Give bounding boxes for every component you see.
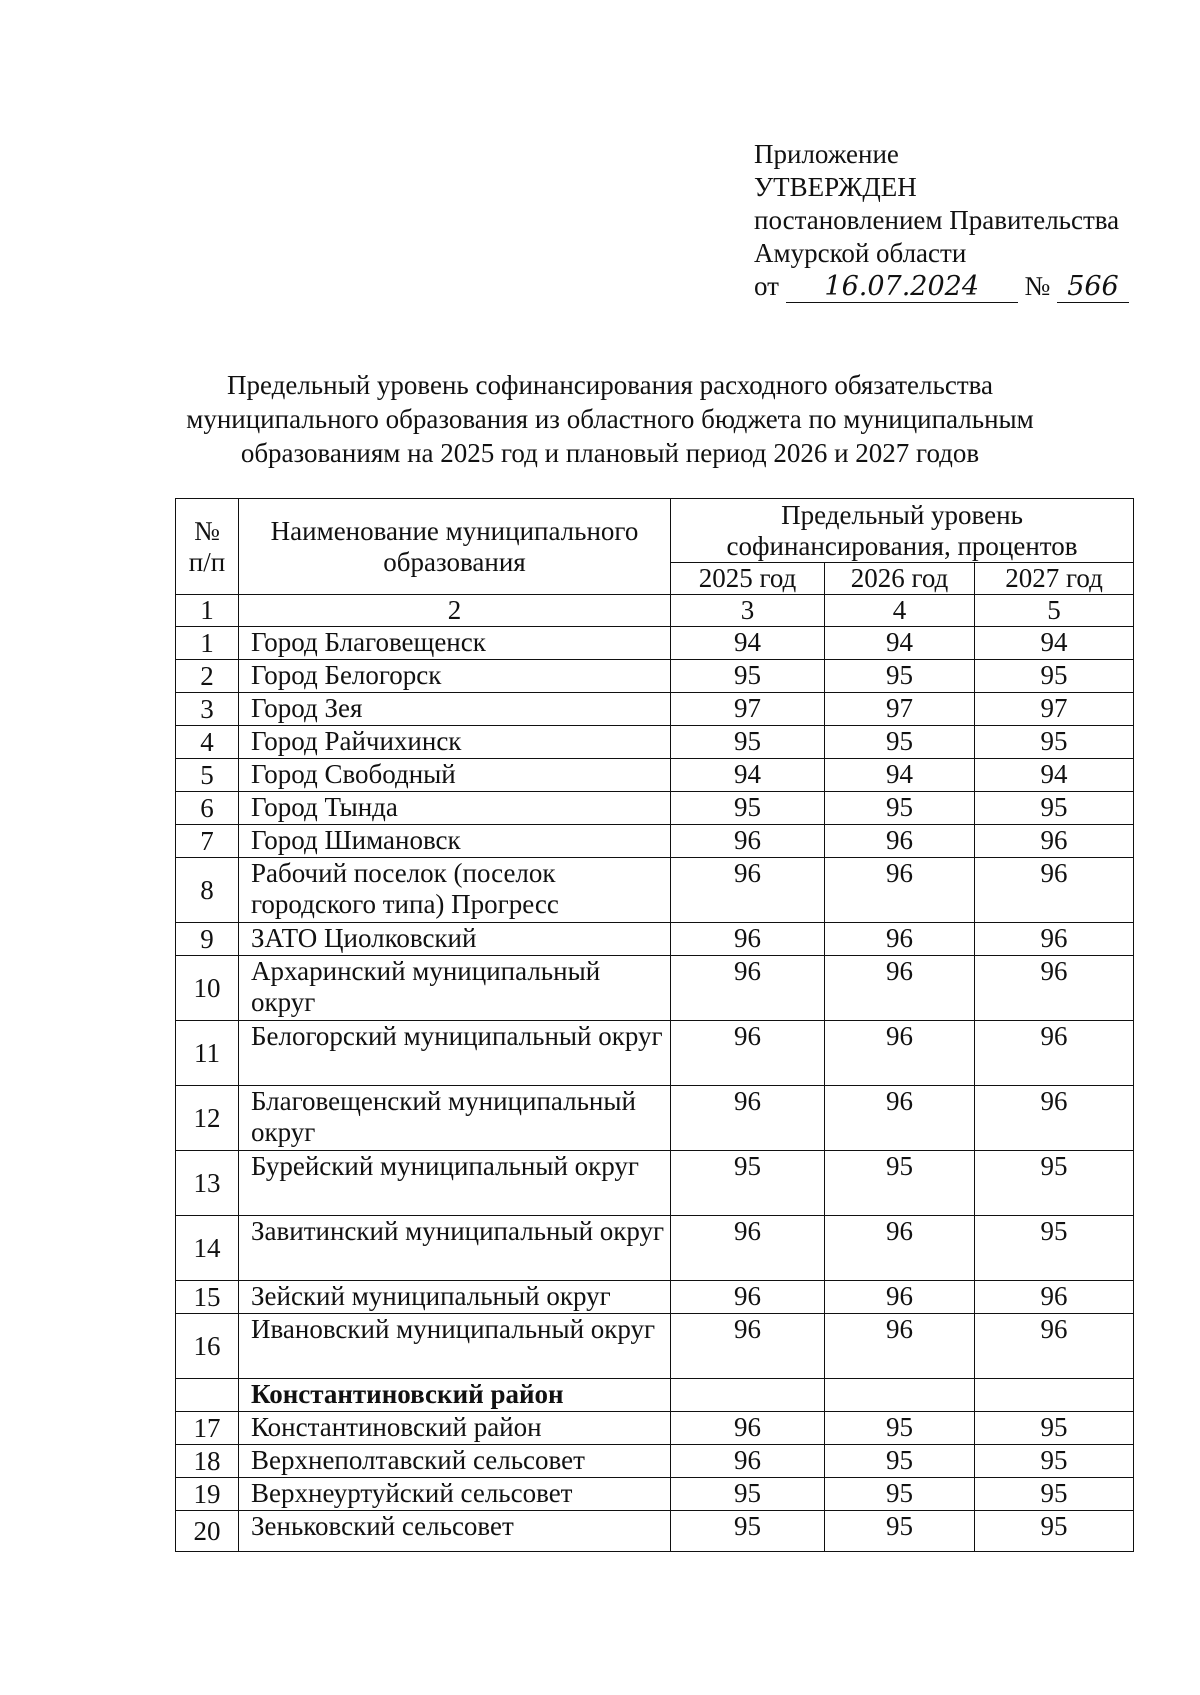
value-2027: 95	[975, 792, 1134, 825]
value-2025: 96	[671, 1314, 825, 1379]
value-2026: 96	[825, 1281, 975, 1314]
row-number: 5	[176, 759, 239, 792]
number-prefix: №	[1024, 271, 1051, 301]
value-2025: 96	[671, 1021, 825, 1086]
value-2025: 96	[671, 923, 825, 956]
value-2027: 96	[975, 956, 1134, 1021]
municipality-name: Город Зея	[239, 693, 671, 726]
row-number: 7	[176, 825, 239, 858]
table-row	[176, 858, 1134, 923]
row-number: 8	[176, 858, 239, 923]
table-row	[176, 1412, 1134, 1445]
row-number: 4	[176, 726, 239, 759]
column-number: 3	[671, 595, 825, 627]
value-2026: 95	[825, 726, 975, 759]
value-2026: 95	[825, 1412, 975, 1445]
value-2025: 96	[671, 1216, 825, 1281]
value-2025: 95	[671, 726, 825, 759]
municipality-name: Город Белогорск	[239, 660, 671, 693]
resolution-label: постановлением Правительства	[754, 205, 1120, 235]
municipality-name: Константиновский район	[239, 1379, 671, 1412]
value-2027: 95	[975, 1445, 1134, 1478]
value-2027: 95	[975, 1478, 1134, 1511]
value-2027: 95	[975, 1412, 1134, 1445]
row-number: 10	[176, 956, 239, 1021]
value-2026: 96	[825, 956, 975, 1021]
row-number: 3	[176, 693, 239, 726]
handwritten-number: 566	[1057, 272, 1129, 303]
column-number: 2	[239, 595, 671, 627]
municipality-name: Константиновский район	[239, 1412, 671, 1445]
appendix-label: Приложение	[754, 139, 899, 169]
value-2027: 95	[975, 1151, 1134, 1216]
row-number: 9	[176, 923, 239, 956]
value-2026: 95	[825, 1511, 975, 1552]
municipality-name: Город Свободный	[239, 759, 671, 792]
value-2025: 94	[671, 627, 825, 660]
value-2025: 96	[671, 1086, 825, 1151]
value-2027: 96	[975, 1086, 1134, 1151]
municipality-name: Бурейский муниципальный округ	[239, 1151, 671, 1216]
title-line-1: Предельный уровень софинансирования расходного обязательства	[226, 370, 993, 400]
title-line-2: муниципального образования из областного бюджета по муниципальным	[186, 404, 1034, 434]
value-2025: 95	[671, 1478, 825, 1511]
row-number	[176, 1379, 239, 1412]
table-row	[176, 792, 1134, 825]
value-2025: 96	[671, 1412, 825, 1445]
value-2026: 95	[825, 1445, 975, 1478]
value-2026: 96	[825, 923, 975, 956]
cofinancing-table	[175, 498, 1134, 1552]
column-number: 4	[825, 595, 975, 627]
value-2025: 96	[671, 858, 825, 923]
header-cofinancing-level: Предельный уровень софинансирования, процентов	[671, 499, 1134, 563]
value-2026: 96	[825, 825, 975, 858]
handwritten-date: 16.07.2024	[786, 272, 1018, 303]
row-number: 20	[176, 1511, 239, 1552]
value-2027: 96	[975, 1314, 1134, 1379]
municipality-name: Завитинский муниципальный округ	[239, 1216, 671, 1281]
document-title	[150, 368, 1070, 470]
value-2026: 94	[825, 759, 975, 792]
value-2025: 96	[671, 1281, 825, 1314]
municipality-name: Верхнеполтавский сельсовет	[239, 1445, 671, 1478]
value-2026: 95	[825, 792, 975, 825]
table-row	[176, 660, 1134, 693]
table-row	[176, 627, 1134, 660]
municipality-name: Город Райчихинск	[239, 726, 671, 759]
value-2026: 96	[825, 1314, 975, 1379]
table-row	[176, 1021, 1134, 1086]
row-number: 2	[176, 660, 239, 693]
table-row	[176, 825, 1134, 858]
value-2027: 95	[975, 726, 1134, 759]
value-2027: 97	[975, 693, 1134, 726]
column-number: 1	[176, 595, 239, 627]
table-row	[176, 956, 1134, 1021]
value-2025	[671, 1379, 825, 1412]
value-2027: 95	[975, 1511, 1134, 1552]
region-label: Амурской области	[754, 238, 967, 268]
row-number: 11	[176, 1021, 239, 1086]
table-row	[176, 1478, 1134, 1511]
header-year-2027: 2027 год	[975, 563, 1134, 595]
value-2025: 95	[671, 1511, 825, 1552]
municipality-name: Зейский муниципальный округ	[239, 1281, 671, 1314]
header-year-2025: 2025 год	[671, 563, 825, 595]
approved-label: УТВЕРЖДЕН	[754, 172, 917, 202]
municipality-name: Архаринский муниципальный округ	[239, 956, 671, 1021]
value-2026: 97	[825, 693, 975, 726]
value-2027	[975, 1379, 1134, 1412]
municipality-name: Зеньковский сельсовет	[239, 1511, 671, 1552]
municipality-name: Благовещенский муниципальный округ	[239, 1086, 671, 1151]
table-row	[176, 759, 1134, 792]
header-num: № п/п	[176, 499, 239, 595]
municipality-name: Город Тында	[239, 792, 671, 825]
header-name: Наименование муниципального образования	[239, 499, 671, 595]
value-2027: 94	[975, 627, 1134, 660]
value-2027: 96	[975, 923, 1134, 956]
table-row	[176, 1216, 1134, 1281]
column-number-row	[176, 595, 1134, 627]
municipality-name: Город Шимановск	[239, 825, 671, 858]
row-number: 12	[176, 1086, 239, 1151]
value-2026: 95	[825, 660, 975, 693]
value-2027: 96	[975, 858, 1134, 923]
table-row	[176, 726, 1134, 759]
value-2027: 96	[975, 1021, 1134, 1086]
row-number: 13	[176, 1151, 239, 1216]
value-2025: 95	[671, 1151, 825, 1216]
value-2026: 94	[825, 627, 975, 660]
row-number: 16	[176, 1314, 239, 1379]
value-2025: 97	[671, 693, 825, 726]
row-number: 18	[176, 1445, 239, 1478]
value-2025: 94	[671, 759, 825, 792]
value-2025: 96	[671, 1445, 825, 1478]
value-2027: 94	[975, 759, 1134, 792]
row-number: 19	[176, 1478, 239, 1511]
municipality-name: Ивановский муниципальный округ	[239, 1314, 671, 1379]
value-2025: 95	[671, 792, 825, 825]
row-number: 14	[176, 1216, 239, 1281]
value-2026: 95	[825, 1151, 975, 1216]
table-row	[176, 923, 1134, 956]
value-2027: 96	[975, 825, 1134, 858]
table-row	[176, 1281, 1134, 1314]
municipality-name: Белогорский муниципальный округ	[239, 1021, 671, 1086]
table-row	[176, 1445, 1134, 1478]
table-row	[176, 1151, 1134, 1216]
table-row	[176, 1314, 1134, 1379]
value-2027: 96	[975, 1281, 1134, 1314]
municipality-name: Город Благовещенск	[239, 627, 671, 660]
row-number: 6	[176, 792, 239, 825]
value-2027: 95	[975, 660, 1134, 693]
date-number-line	[754, 270, 1129, 303]
section-row	[176, 1379, 1134, 1412]
title-line-3: образованиям на 2025 год и плановый период 2026 и 2027 годов	[240, 438, 980, 468]
header-year-2026: 2026 год	[825, 563, 975, 595]
table-row	[176, 693, 1134, 726]
column-number: 5	[975, 595, 1134, 627]
value-2026: 96	[825, 858, 975, 923]
row-number: 15	[176, 1281, 239, 1314]
table-row	[176, 1511, 1134, 1552]
value-2026	[825, 1379, 975, 1412]
table-row	[176, 1086, 1134, 1151]
municipality-name: Верхнеуртуйский сельсовет	[239, 1478, 671, 1511]
date-prefix: от	[754, 271, 779, 301]
value-2026: 96	[825, 1021, 975, 1086]
value-2025: 95	[671, 660, 825, 693]
appendix-block	[754, 138, 1129, 303]
value-2025: 96	[671, 825, 825, 858]
municipality-name: Рабочий поселок (поселок городского типа) Прогресс	[239, 858, 671, 923]
value-2027: 95	[975, 1216, 1134, 1281]
value-2026: 95	[825, 1478, 975, 1511]
municipality-name: ЗАТО Циолковский	[239, 923, 671, 956]
row-number: 17	[176, 1412, 239, 1445]
value-2025: 96	[671, 956, 825, 1021]
value-2026: 96	[825, 1086, 975, 1151]
value-2026: 96	[825, 1216, 975, 1281]
row-number: 1	[176, 627, 239, 660]
